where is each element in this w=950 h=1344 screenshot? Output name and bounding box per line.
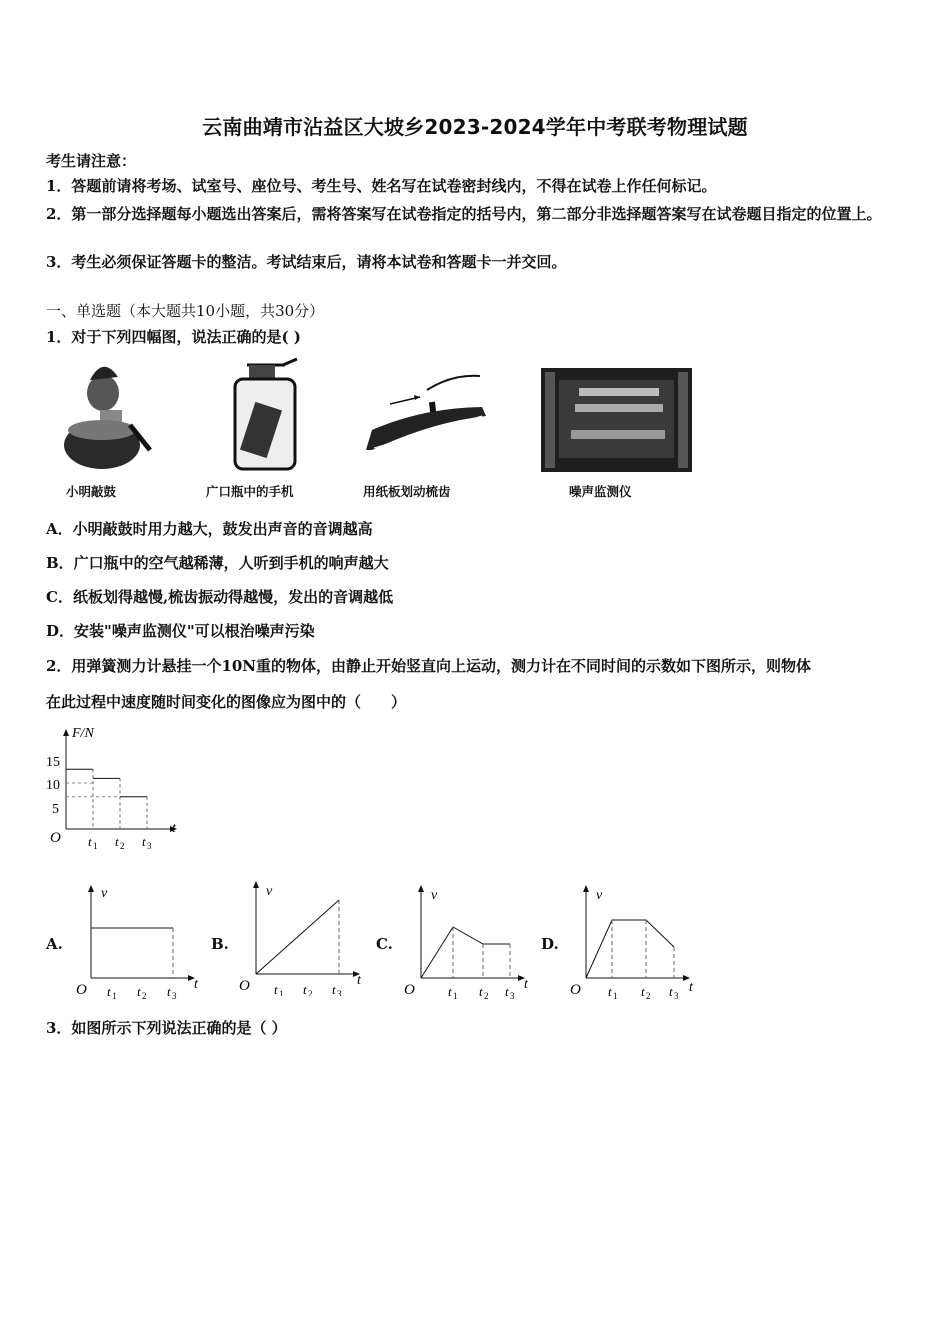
q2-stem-line1: 2．用弹簧测力计悬挂一个10N重的物体，由静止开始竖直向上运动，测力计在不同时间的示数如下图所示，则物体 — [46, 657, 812, 675]
comb-picture — [362, 372, 492, 462]
svg-text:3: 3 — [147, 841, 152, 851]
svg-text:2: 2 — [308, 989, 313, 996]
velocity-graph-d — [565, 880, 705, 1000]
svg-text:t: t — [167, 984, 171, 999]
svg-text:O: O — [404, 982, 415, 998]
caption-drum: 小明敲鼓 — [66, 484, 117, 499]
force-x-label: t — [172, 821, 176, 836]
svg-text:3: 3 — [172, 991, 177, 1000]
jar-phone-picture — [225, 355, 305, 475]
caption-noise-monitor: 噪声监测仪 — [569, 484, 632, 499]
svg-text:1: 1 — [279, 989, 284, 996]
notice-item-1: 1．答题前请将考场、试室号、座位号、考生号、姓名写在试卷密封线内，不得在试卷上作任何标记。 — [46, 177, 717, 195]
svg-text:t: t — [107, 984, 111, 999]
svg-text:t: t — [689, 980, 693, 995]
q2-option-d-label: D. — [541, 935, 559, 953]
drum-picture — [60, 355, 160, 475]
svg-text:t: t — [524, 977, 528, 992]
svg-text:t: t — [274, 982, 278, 996]
svg-text:t: t — [357, 973, 361, 988]
svg-text:2: 2 — [120, 841, 125, 851]
velocity-graph-c — [400, 880, 540, 1000]
velocity-graph-a — [70, 880, 210, 1000]
svg-text:1: 1 — [613, 991, 618, 1000]
page-title: 云南曲靖市沾益区大坡乡2023-2024学年中考联考物理试题 — [202, 115, 748, 139]
svg-text:3: 3 — [337, 989, 342, 996]
notice-item-3: 3．考生必须保证答题卡的整洁。考试结束后，请将本试卷和答题卡一并交回。 — [46, 253, 567, 271]
force-xtick-3 — [142, 834, 152, 851]
svg-text:t: t — [137, 984, 141, 999]
svg-text:t: t — [303, 982, 307, 996]
noise-monitor-picture — [541, 368, 692, 472]
q3-stem: 3．如图所示下列说法正确的是（ ） — [46, 1019, 287, 1037]
svg-text:v: v — [431, 888, 438, 903]
force-xtick-2 — [115, 834, 125, 851]
svg-text:O: O — [570, 982, 581, 998]
force-ytick-15: 15 — [46, 755, 60, 770]
force-origin: O — [50, 830, 61, 846]
svg-text:2: 2 — [142, 991, 147, 1000]
force-ytick-5: 5 — [52, 802, 59, 817]
svg-text:1: 1 — [453, 991, 458, 1000]
svg-text:t: t — [142, 834, 146, 849]
notice-heading: 考生请注意： — [46, 152, 137, 170]
svg-text:t: t — [194, 977, 198, 992]
svg-text:1: 1 — [112, 991, 117, 1000]
q2-option-c-label: C. — [376, 935, 393, 953]
svg-text:2: 2 — [646, 991, 651, 1000]
svg-text:t: t — [608, 984, 612, 999]
svg-text:t: t — [448, 984, 452, 999]
velocity-graph-b — [235, 876, 375, 996]
caption-jar-phone: 广口瓶中的手机 — [206, 484, 294, 499]
svg-text:t: t — [505, 984, 509, 999]
q2-option-a-label: A. — [46, 935, 63, 953]
svg-text:t: t — [641, 984, 645, 999]
svg-text:t: t — [115, 834, 119, 849]
svg-text:O: O — [239, 978, 250, 994]
svg-text:v: v — [101, 886, 108, 901]
q2-stem-line2: 在此过程中速度随时间变化的图像应为图中的（ ） — [46, 693, 407, 711]
svg-text:v: v — [266, 884, 273, 899]
svg-text:3: 3 — [674, 991, 679, 1000]
force-xtick-1 — [88, 834, 98, 851]
svg-text:1: 1 — [93, 841, 98, 851]
svg-text:t: t — [479, 984, 483, 999]
svg-text:3: 3 — [510, 991, 515, 1000]
q1-option-c: C．纸板划得越慢,梳齿振动得越慢，发出的音调越低 — [46, 588, 394, 606]
q2-option-b-label: B. — [211, 935, 229, 953]
caption-comb: 用纸板划动梳齿 — [363, 484, 451, 499]
svg-text:t: t — [88, 834, 92, 849]
svg-text:2: 2 — [484, 991, 489, 1000]
svg-text:v: v — [596, 888, 603, 903]
section-heading: 一、单选题（本大题共10小题，共30分） — [46, 302, 325, 320]
force-graph — [44, 722, 189, 852]
q1-stem: 1．对于下列四幅图，说法正确的是( ) — [46, 328, 301, 346]
q1-option-b: B．广口瓶中的空气越稀薄，人听到手机的响声越大 — [46, 554, 389, 572]
force-ytick-10: 10 — [46, 778, 60, 793]
svg-text:O: O — [76, 982, 87, 998]
notice-item-2: 2．第一部分选择题每小题选出答案后，需将答案写在试卷指定的括号内，第二部分非选择题答案写在试卷题目指定的位置上。 — [46, 205, 882, 223]
q1-option-d: D．安装"噪声监测仪"可以根治噪声污染 — [46, 622, 315, 640]
force-y-label: F/N — [72, 726, 94, 741]
q1-option-a: A．小明敲鼓时用力越大，鼓发出声音的音调越高 — [46, 520, 373, 538]
svg-text:t: t — [669, 984, 673, 999]
svg-text:t: t — [332, 982, 336, 996]
